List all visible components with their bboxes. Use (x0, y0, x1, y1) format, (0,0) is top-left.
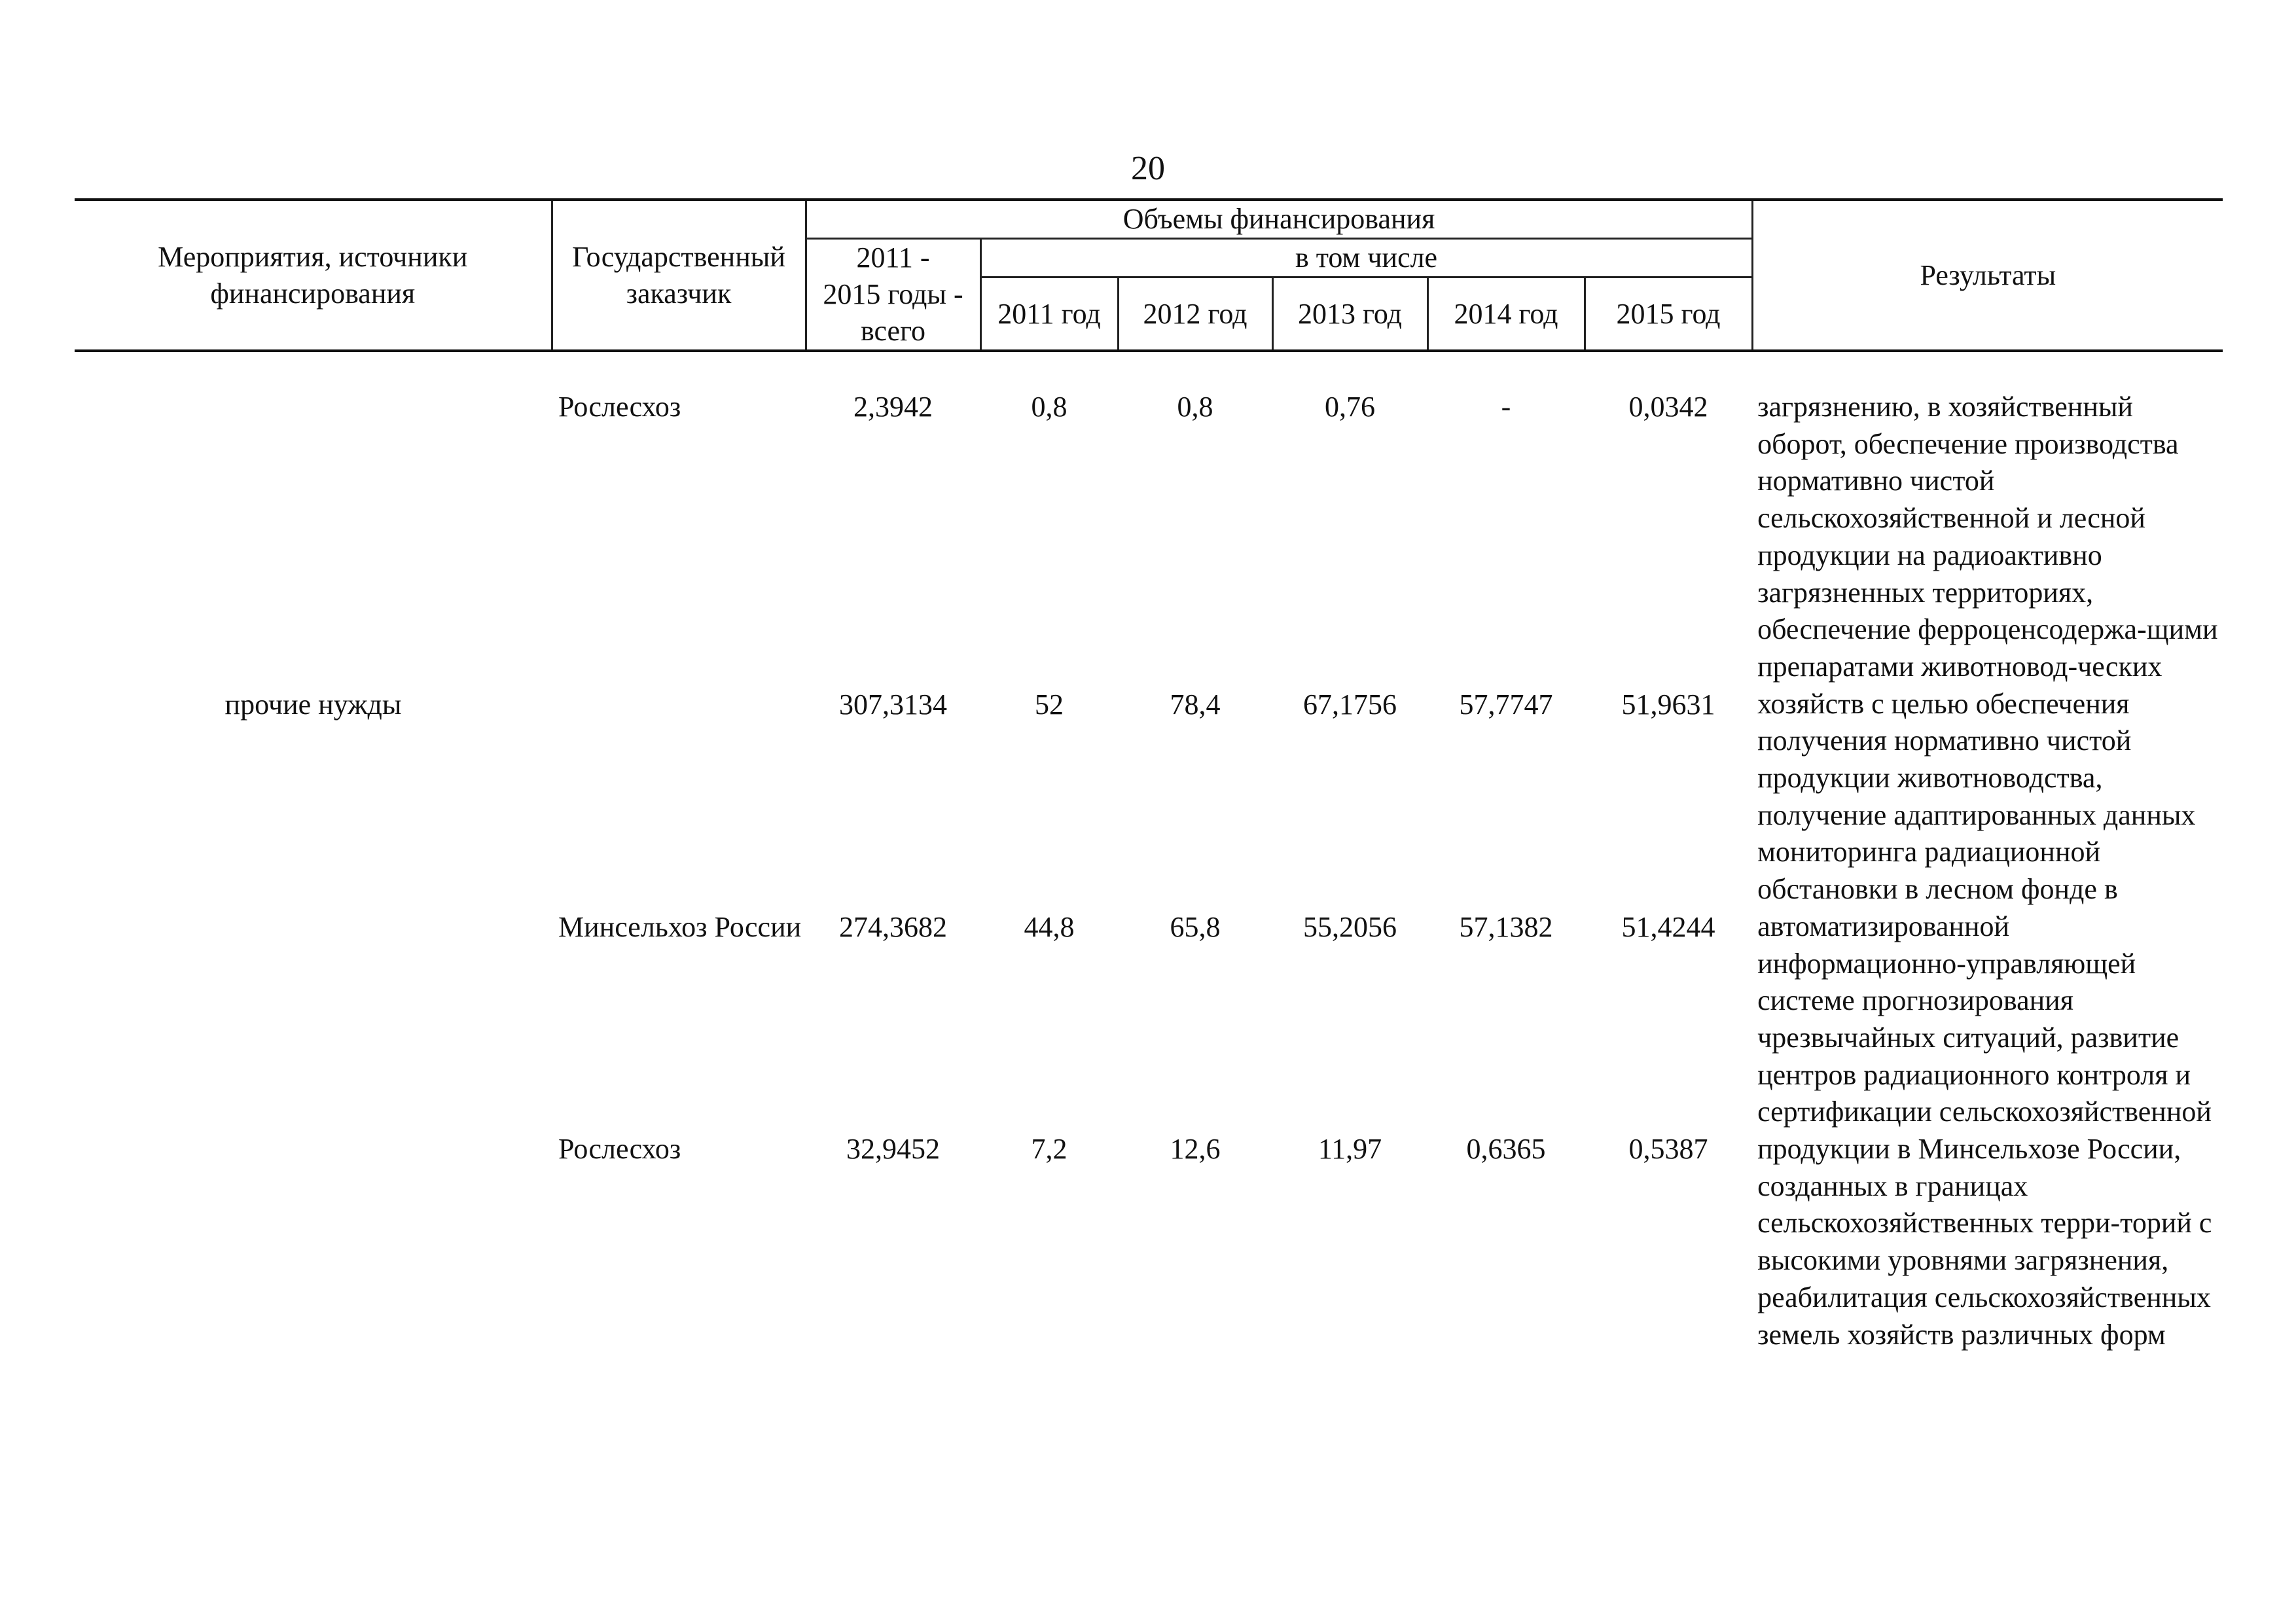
header-including: в том числе (980, 239, 1752, 277)
header-total-line3: всего (860, 315, 926, 347)
row-2011: 44,8 (1024, 910, 1075, 943)
row-total: 2,3942 (853, 391, 933, 423)
header-year-2013: 2013 год (1272, 277, 1427, 351)
row-2011: 52 (1035, 688, 1064, 721)
row-activity: прочие нужды (224, 688, 402, 721)
header-year-2014: 2014 год (1427, 277, 1585, 351)
row-customer: Минсельхоз России (558, 910, 802, 943)
page-number: 20 (1131, 150, 1165, 187)
row-customer (552, 687, 806, 909)
row-2015: 51,9631 (1621, 688, 1715, 721)
row-2012: 0,8 (1177, 391, 1213, 423)
row-2014: - (1501, 391, 1511, 423)
row-2012: 12,6 (1170, 1133, 1221, 1166)
header-total-line2: 2015 годы - (823, 278, 963, 310)
header-year-2011: 2011 год (980, 277, 1118, 351)
header-year-2012: 2012 год (1118, 277, 1272, 351)
row-2011: 0,8 (1031, 391, 1067, 423)
row-total: 32,9452 (846, 1133, 940, 1166)
row-2014: 57,1382 (1459, 910, 1553, 943)
row-2013: 55,2056 (1303, 910, 1397, 943)
row-2013: 11,97 (1318, 1133, 1382, 1166)
row-2013: 67,1756 (1303, 688, 1397, 721)
header-year-2015: 2015 год (1585, 277, 1752, 351)
row-activity (75, 351, 552, 687)
financing-table (75, 198, 2223, 1353)
row-activity (75, 1131, 552, 1353)
table-row (75, 351, 2223, 687)
row-total: 274,3682 (839, 910, 947, 943)
row-2014: 0,6365 (1466, 1133, 1546, 1166)
row-2012: 78,4 (1170, 688, 1221, 721)
row-2012: 65,8 (1170, 910, 1221, 943)
row-total: 307,3134 (839, 688, 947, 721)
header-total-2011-2015 (806, 239, 980, 351)
results-text: загрязнению, в хозяйственный оборот, обеспечение производства нормативно чистой сельскохозяйственной и лесной продукции на радиоактивно загрязненных территориях, обеспечение ферроценсодержа-щими препаратами животновод-ческих хозяйств с целью обеспечения получения нормативно чистой продукции животноводства, получение адаптированных данных мониторинга радиационной обстановки в лесном фонде в автоматизированной информационно-управляющей системе прогнозирования чрезвычайных ситуаций, развитие центров радиационного контроля и сертификации сельскохозяйственной продукции в Минсельхозе России, созданных в границах сельскохозяйственных терри-торий с высокими уровнями загрязнения, реабилитация сельскохозяйственных земель хозяйств различных форм (1757, 391, 2218, 1351)
row-2015: 51,4244 (1621, 910, 1715, 943)
header-results: Результаты (1752, 200, 2223, 351)
header-activities: Мероприятия, источники финансирования (75, 200, 552, 351)
row-customer: Рослесхоз (558, 391, 681, 423)
row-customer: Рослесхоз (558, 1133, 681, 1166)
header-funding-volumes: Объемы финансирования (806, 200, 1752, 239)
header-total-line1: 2011 - (856, 241, 930, 274)
row-activity (75, 909, 552, 1132)
row-2015: 0,0342 (1628, 391, 1708, 423)
row-2013: 0,76 (1325, 391, 1375, 423)
row-2011: 7,2 (1031, 1133, 1067, 1166)
row-2014: 57,7747 (1459, 688, 1553, 721)
row-2015: 0,5387 (1628, 1133, 1708, 1166)
header-customer: Государственный заказчик (552, 200, 806, 351)
